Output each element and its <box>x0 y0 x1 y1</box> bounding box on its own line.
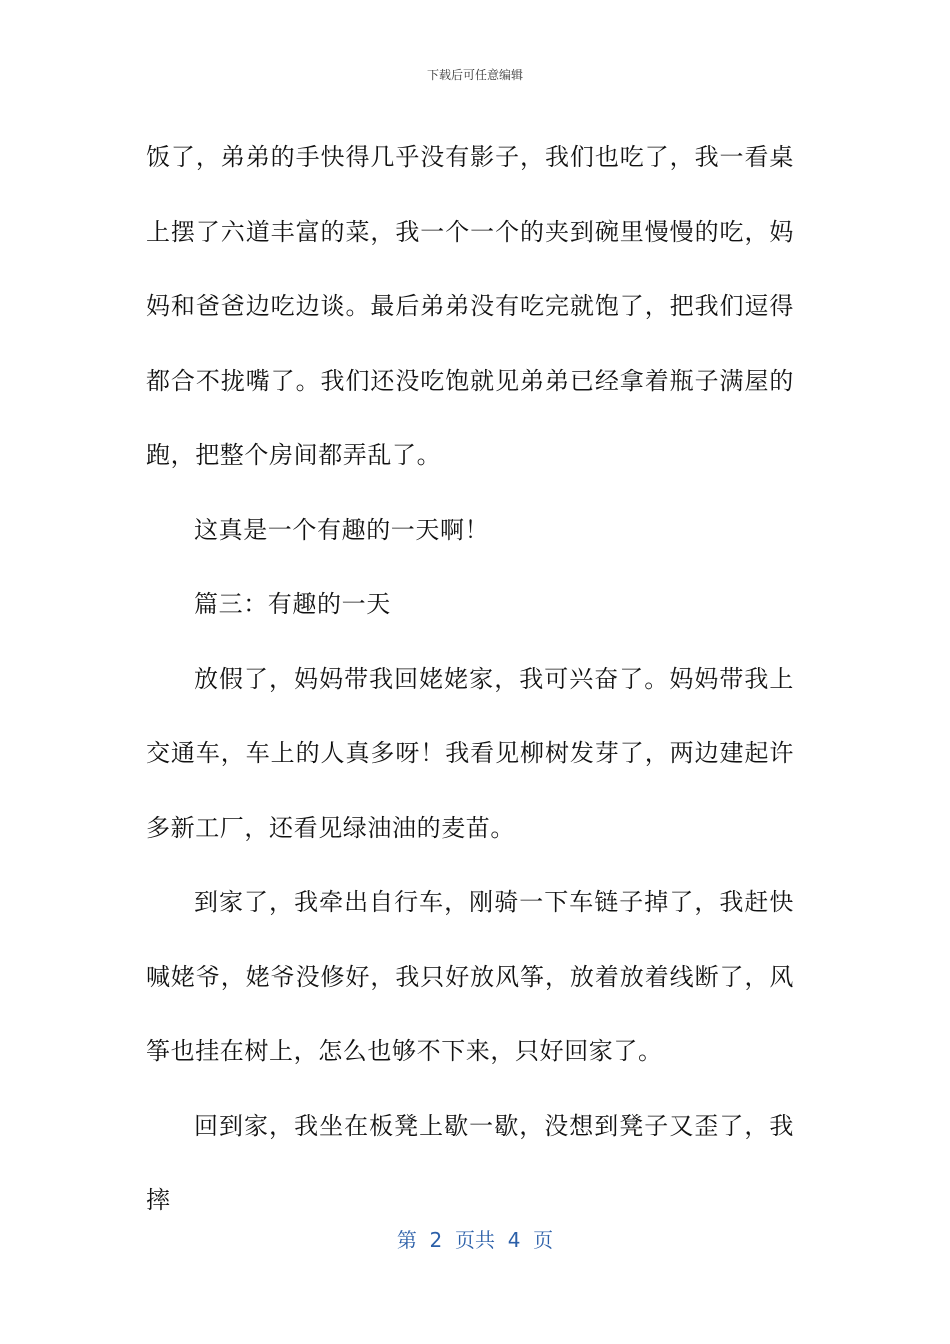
paragraph-1: 饭了，弟弟的手快得几乎没有影子，我们也吃了，我一看桌上摆了六道丰富的菜，我一个一个的夹到碗里慢慢的吃，妈妈和爸爸边吃边谈。最后弟弟没有吃完就饱了，把我们逗得都合不拢嘴了。我们还没吃饱就见弟弟已经拿着瓶子满屋的跑，把整个房间都弄乱了。 <box>146 143 794 469</box>
paragraph-2: 这真是一个有趣的一天啊！ <box>194 515 490 544</box>
page-footer <box>0 1224 950 1253</box>
page-number: 第 2 页共 4 页 <box>396 1228 554 1252</box>
page-header: 下载后可任意编辑 <box>426 68 523 82</box>
document-body <box>146 120 794 1238</box>
section-heading: 篇三：有趣的一天 <box>194 590 391 618</box>
paragraph-5: 回到家，我坐在板凳上歇一歇，没想到凳子又歪了，我摔 <box>146 1111 794 1214</box>
paragraph-3: 放假了，妈妈带我回姥姥家，我可兴奋了。妈妈带我上交通车，车上的人真多呀！我看见柳树发芽了，两边建起许多新工厂，还看见绿油油的麦苗。 <box>146 664 794 842</box>
paragraph-4: 到家了，我牵出自行车，刚骑一下车链子掉了，我赶快喊姥爷，姥爷没修好，我只好放风筝，放着放着线断了，风筝也挂在树上，怎么也够不下来，只好回家了。 <box>146 888 794 1065</box>
